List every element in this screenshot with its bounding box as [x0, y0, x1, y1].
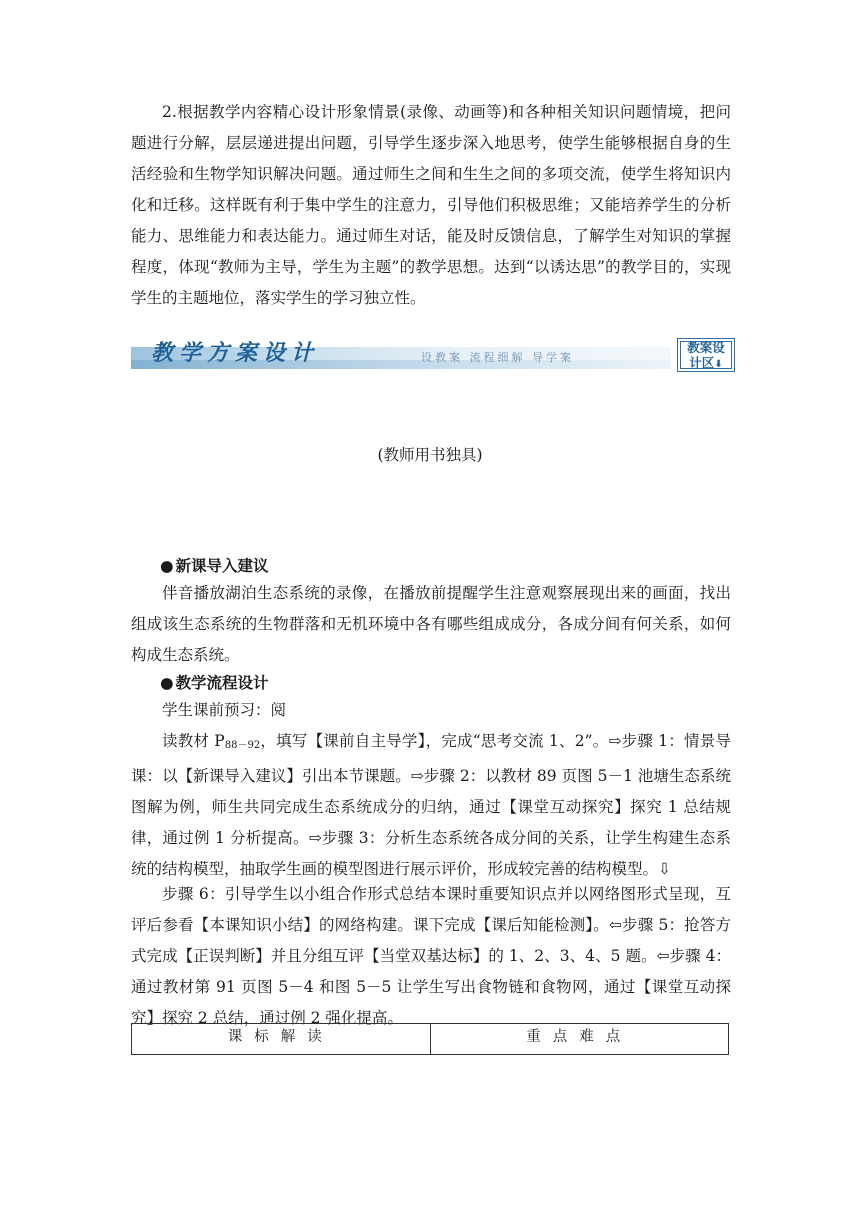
- badge-text: [678, 340, 734, 372]
- flow-heading-text: 教学流程设计: [175, 674, 269, 692]
- badge-line-2-text: 计区: [689, 355, 715, 370]
- flow-text-a: 读教材 P: [162, 732, 225, 750]
- flow-heading: [160, 671, 269, 693]
- new-lesson-heading-text: 新课导入建议: [175, 557, 269, 575]
- new-lesson-heading: [160, 554, 269, 576]
- table-header-key-points: 重点难点: [430, 1024, 729, 1054]
- section-banner: [131, 332, 737, 372]
- teacher-only-note: (教师用书独具): [377, 446, 483, 464]
- flow-paragraph-1: [131, 695, 731, 885]
- intro-paragraph: 2.根据教学内容精心设计形象情景(录像、动画等)和各种相关知识问题情境，把问题进行分解，层层递进提出问题，引导学生逐步深入地思考，使学生能够根据自身的生活经验和生物学知识解决问题。通过师生之间和生生之间的多项交流，使学生将知识内化和迁移。这样既有利于集中学生的注意力，引导他们积极思维；又能培养学生的分析能力、思维能力和表达能力。通过师生对话，能及时反馈信息，了解学生对知识的掌握程度，体现“教师为主导，学生为主题”的教学思想。达到“以诱达思”的教学目的，实现学生的主题地位，落实学生的学习独立性。: [131, 103, 731, 307]
- flow-steps-1-3: [131, 726, 731, 885]
- table-header-standards: 课标解读: [227, 1029, 334, 1045]
- bullet-icon: ●: [160, 674, 174, 692]
- banner-subtitle: 设教案 流程细解 导学案: [421, 351, 574, 364]
- badge-line-2: [678, 355, 734, 372]
- flow-paragraph-2: 步骤 6：引导学生以小组合作形式总结本课时重要知识点并以网络图形式呈现，互评后参看【本课知识小结】的网络构建。课下完成【课后知能检测】。⇦步骤 5：抢答方式完成【正误判断】并且分组互评【当堂双基达标】的 1、2、3、4、5 题。⇦步骤 4：通过教材第 91 页图 5－4 和图 5－5 让学生写出食物链和食物网，通过【课堂互动探究】探究 2 总结，通过例 2 强化提高。: [131, 885, 731, 1027]
- design-area-badge: [677, 338, 735, 372]
- page-range-subscript: 88－92: [224, 740, 261, 751]
- header-table: [131, 1023, 729, 1055]
- bullet-icon: ●: [160, 557, 174, 575]
- flow-text-b: ，填写【课前自主导学】，完成“思考交流 1、2”。⇨步骤 1：情景导课：以【新课导入建议】引出本节课题。⇨步骤 2：以教材 89 页图 5－1 池塘生态系统图解为例，师生共同完成生态系统成分的归纳，通过【课堂互动探究】探究 1 总结规律，通过例 1 分析提高。⇨步骤 3：分析生态系统各成分间的关系，让学生构建生态系统的结构模型，抽取学生画的模型图进行展示评价，形成较完善的结构模型。⇩: [131, 732, 732, 878]
- new-lesson-paragraph: 伴音播放湖泊生态系统的录像，在播放前提醒学生注意观察展现出来的画面，找出组成该生态系统的生物群落和无机环境中各有哪些组成成分，各成分间有何关系，如何构成生态系统。: [131, 584, 731, 664]
- flow-preview-line: 学生课前预习：阅: [162, 701, 287, 719]
- badge-line-1: 教案设: [687, 340, 725, 355]
- banner-title: 教学方案设计: [151, 340, 320, 366]
- down-arrow-icon: ⬇: [714, 359, 723, 370]
